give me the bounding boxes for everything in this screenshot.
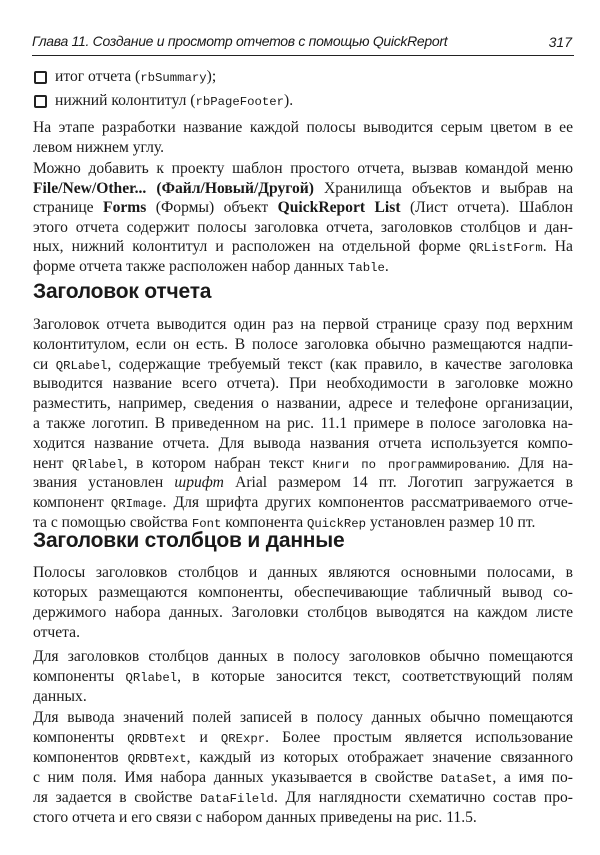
- code-identifier: DataFileld: [200, 792, 274, 806]
- text-line: [33, 473, 573, 492]
- text-line: [33, 513, 573, 534]
- text-line: [33, 257, 573, 278]
- text-line: [33, 159, 573, 178]
- text-run: держимого набора данных. Заголовки столбцов выводятся на каждом листе: [33, 604, 573, 621]
- text-run: колонтитулом, если он есть. В полосе заголовка обычно размещаются надпи-: [33, 336, 573, 353]
- text-line: [33, 434, 573, 453]
- text-run: компоненты: [33, 729, 128, 746]
- text-line: [33, 218, 573, 237]
- text-run: компоненты: [33, 668, 126, 685]
- text-line: [55, 91, 293, 112]
- text-line: [33, 667, 573, 688]
- text-run: ных, нижний колонтитул и расположен на отдельной форме: [33, 238, 469, 255]
- text-line: [33, 237, 573, 258]
- text-line: [33, 335, 573, 354]
- text-run: с ним поля. Имя набора данных указывается в свойстве: [33, 769, 441, 786]
- text-run: . Для наглядности схематично состав про-: [273, 789, 573, 806]
- text-run: ).: [284, 92, 294, 109]
- text-run: . Для на-: [506, 455, 574, 472]
- text-line: [33, 748, 573, 769]
- text-run: , а имя по-: [492, 769, 573, 786]
- text-run: Для заголовков столбцов данных в полосу заголовков обычно помещаются: [33, 648, 573, 665]
- text-line: [33, 454, 573, 475]
- text-run: компонента: [221, 514, 308, 531]
- text-line: [33, 687, 573, 706]
- text-line: [33, 315, 573, 334]
- text-run: ходится название отчета. Для вывода названия отчета используется компо-: [33, 435, 573, 452]
- code-identifier: Font: [191, 517, 222, 531]
- code-identifier: QRLabel: [55, 359, 108, 373]
- section-heading: Заголовки столбцов и данные: [33, 529, 345, 552]
- text-run: компонентов: [33, 749, 128, 766]
- text-line: [33, 647, 573, 666]
- code-identifier: QRDBText: [127, 752, 187, 766]
- code-identifier: QRlabel: [125, 671, 178, 685]
- text-run: . Более простым является использование: [265, 729, 573, 746]
- text-line: [33, 355, 573, 376]
- text-run: ля задается в свойстве: [33, 789, 201, 806]
- text-line: [55, 67, 216, 88]
- text-run: , содержащие требуемый текст (как правило, в качестве заголовка: [107, 356, 573, 373]
- text-run: нижний колонтитул (: [55, 92, 196, 109]
- text-run: форме отчета также расположен набор данных: [33, 258, 348, 275]
- text-run: выводится название всего отчета). При необходимости в заголовке можно: [33, 375, 573, 392]
- text-run: странице: [33, 199, 104, 216]
- code-identifier: QRlabel: [71, 458, 124, 472]
- code-identifier: QRDBText: [127, 732, 187, 746]
- text-run: . На: [542, 238, 573, 255]
- text-line: [33, 394, 573, 413]
- text-run: Можно добавить к проекту шаблон простого отчета, вызвав командой меню: [33, 160, 573, 177]
- code-identifier: Книги по программированию: [312, 458, 507, 472]
- text-line: [33, 138, 573, 157]
- text-run: , в котором набран текст: [123, 455, 313, 472]
- text-line: [33, 374, 573, 393]
- text-line: [33, 118, 573, 137]
- bullet-square-icon: [34, 95, 47, 108]
- text-run: Заголовок отчета выводится один раз на первой странице сразу под верхним: [33, 316, 573, 333]
- text-run: звания установлен: [33, 474, 175, 491]
- text-run: левом нижнем углу.: [33, 139, 165, 156]
- text-line: [33, 603, 573, 622]
- text-line: [33, 179, 573, 198]
- text-run: данных.: [33, 688, 87, 705]
- text-run: разместить, например, сведения о названии, адресе и телефоне организации,: [33, 395, 573, 412]
- text-run: Arial размером 14 пт. Логотип загружается в: [223, 474, 574, 491]
- text-run: Полосы заголовков столбцов и данных являются основными полосами, в: [33, 564, 573, 581]
- bullet-square-icon: [34, 71, 47, 84]
- text-run: а также логотип. В приведенном на рис. 11.1 примере в полосе заголовка на-: [33, 415, 573, 432]
- text-run: компонент: [33, 494, 111, 511]
- bold-term: Forms: [103, 199, 147, 216]
- code-identifier: rbPageFooter: [195, 95, 285, 109]
- text-run: . Для шрифта других компонентов рассматриваемого отче-: [162, 494, 573, 511]
- text-run: Для вывода значений полей записей в полосу данных обычно помещаются: [33, 709, 573, 726]
- bold-term: File/New/Other... (Файл/Новый/Другой): [33, 180, 314, 197]
- text-line: [33, 493, 573, 514]
- text-run: Хранилища объектов и выбрав на: [313, 180, 574, 197]
- text-line: [33, 198, 573, 217]
- text-run: нент: [33, 455, 72, 472]
- text-run: (Формы) объект: [146, 199, 278, 216]
- text-line: [33, 768, 573, 789]
- code-identifier: QuickRep: [307, 517, 367, 531]
- page-number: 317: [548, 34, 572, 50]
- text-line: [33, 728, 573, 749]
- code-identifier: Table: [347, 261, 385, 275]
- text-run: установлен размер 10 пт.: [366, 514, 536, 531]
- text-run: которых размещаются компоненты, обеспечивающие табличный вывод со-: [33, 584, 573, 601]
- text-line: [33, 623, 573, 642]
- running-header: [32, 33, 574, 56]
- text-run: , каждый из которых отображает значение связанного: [186, 749, 573, 766]
- code-identifier: QRExpr: [220, 732, 266, 746]
- section-heading: Заголовок отчета: [33, 280, 212, 303]
- text-run: На этапе разработки название каждой полосы выводится серым цветом в ее: [33, 119, 573, 136]
- text-run: (Лист отчета). Шаблон: [400, 199, 574, 216]
- text-line: [33, 788, 573, 809]
- text-line: [33, 583, 573, 602]
- code-identifier: QRListForm: [468, 241, 543, 255]
- text-line: [33, 563, 573, 582]
- text-line: [33, 414, 573, 433]
- code-identifier: DataSet: [440, 772, 493, 786]
- text-run: , в которые заносится текст, соответствующий полям: [177, 668, 573, 685]
- text-run: отчета.: [33, 624, 80, 641]
- text-line: [33, 708, 573, 727]
- code-identifier: QRImage: [110, 497, 163, 511]
- bold-term: QuickReport List: [277, 199, 401, 216]
- text-run: та с помощью свойства: [33, 514, 192, 531]
- text-run: стого отчета и его связи с набором данных приведены на рис. 11.5.: [33, 809, 477, 826]
- text-run: и: [186, 729, 221, 746]
- text-run: этого отчета содержит полосы заголовка отчета, заголовков столбцов и дан-: [33, 219, 573, 236]
- text-run: );: [206, 68, 217, 85]
- text-run: шрифт: [174, 474, 224, 491]
- text-line: [33, 808, 573, 827]
- code-identifier: rbSummary: [140, 71, 207, 85]
- text-run: итог отчета (: [55, 68, 141, 85]
- text-run: си: [33, 356, 56, 373]
- chapter-title: Глава 11. Создание и просмотр отчетов с помощью QuickReport: [32, 33, 448, 49]
- text-run: .: [384, 258, 389, 275]
